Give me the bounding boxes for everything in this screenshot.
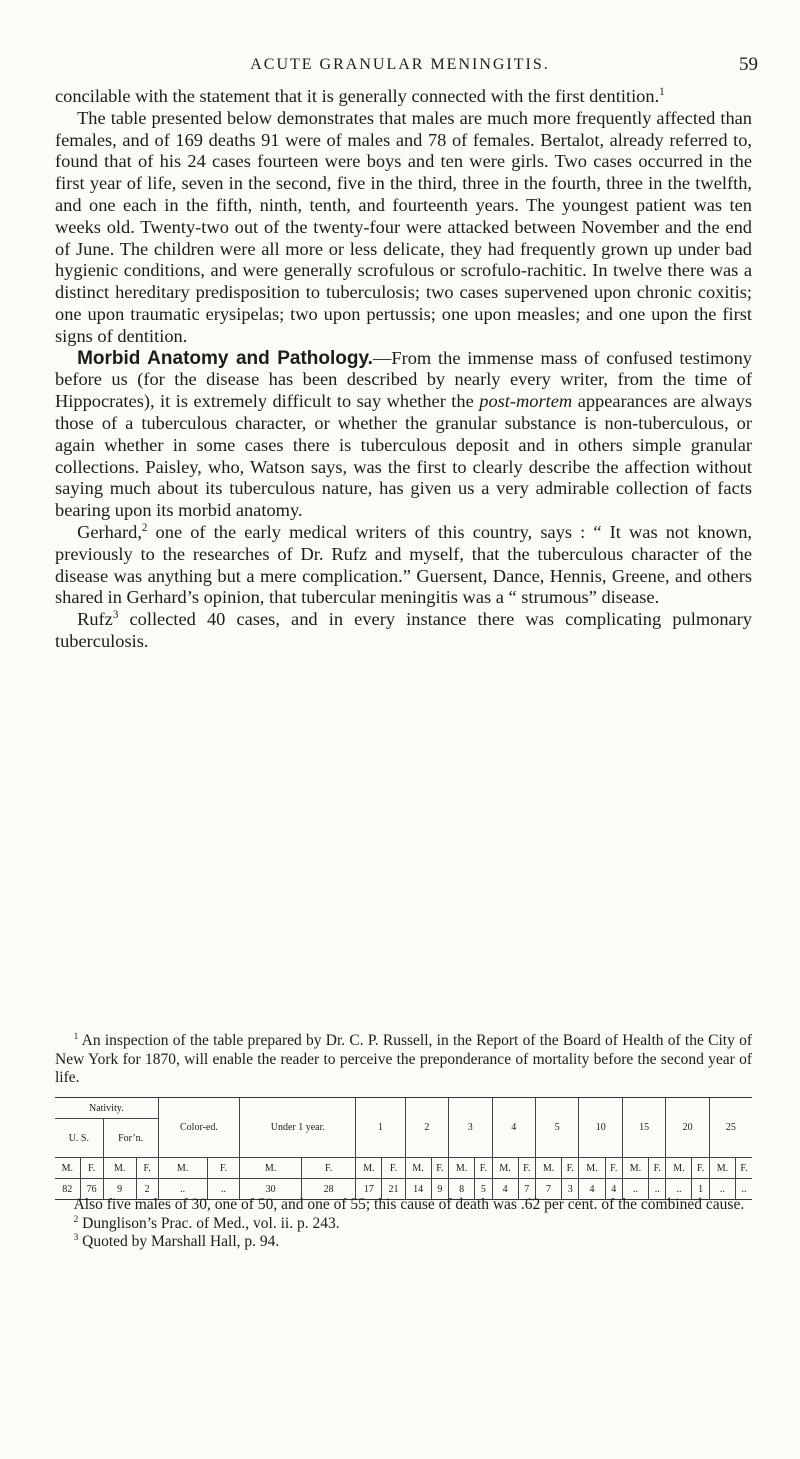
table-cell: 3 [562,1179,579,1200]
male-header: M. [158,1158,207,1179]
age-header: 2 [405,1098,448,1158]
male-header: M. [535,1158,561,1179]
male-header: M. [405,1158,431,1179]
paragraph-morbid-anatomy [55,348,752,522]
table-cell: 7 [535,1179,561,1200]
footnote-ref: 2 [141,521,148,534]
age-header: 25 [709,1098,752,1158]
age-header: 10 [579,1098,622,1158]
footnote-ref: 1 [659,85,665,98]
male-header: M. [579,1158,605,1179]
footnote-marker: 1 [73,1031,79,1042]
footnote-continuation [55,1196,752,1252]
table-cell: 14 [405,1179,431,1200]
female-header: F. [692,1158,709,1179]
age-header: 3 [449,1098,492,1158]
male-header: M. [492,1158,518,1179]
male-header: M. [103,1158,136,1179]
paragraph-text: one of the early medical writers of this country, says : “ It was not known, previously to the researches of Dr. Rufz and myself, that the tuberculous character of the disease was anything but a mere complication.” Guersent, Dance, Hennis, Greene, and others shared in Gerhard’s opinion, that tubercular meningitis was a “ strumous” disease. [55,521,752,608]
table-cell: 76 [80,1179,103,1200]
table-header-row [55,1098,752,1119]
table-cell: 82 [55,1179,80,1200]
emphasis-text: post-mortem [479,391,573,412]
table-cell: .. [735,1179,752,1200]
female-header: F. [562,1158,579,1179]
paragraph-rufz [55,609,752,653]
table-cell: 4 [579,1179,605,1200]
male-header: M. [356,1158,382,1179]
female-header: F. [735,1158,752,1179]
footnote-ref: 3 [112,609,119,621]
table-cell: .. [622,1179,648,1200]
page-number: 59 [739,54,758,75]
table-cell: .. [649,1179,666,1200]
female-header: F. [605,1158,622,1179]
female-header: F. [649,1158,666,1179]
page-header [0,54,800,78]
male-header: M. [55,1158,80,1179]
age-header: 15 [622,1098,665,1158]
table-sex-row [55,1158,752,1179]
paragraph-gerhard [55,522,752,609]
table-cell: 28 [301,1179,356,1200]
male-header: M. [240,1158,302,1179]
age-header: 4 [492,1098,535,1158]
paragraph-text: —From the immense mass of confused testimony before us (for the disease has been described by nearly every writer, from the time of Hippocrates), it is extremely difficult to say whether the [55,347,752,412]
paragraph-text: Rufz [77,609,113,630]
nativity-header: Nativity. [55,1098,158,1119]
female-header: F. [301,1158,356,1179]
table-cell: .. [666,1179,692,1200]
footnote-2 [55,1215,752,1234]
table-cell: 8 [449,1179,475,1200]
table-cell: 30 [240,1179,302,1200]
table-cell: .. [207,1179,240,1200]
table-cell: 4 [605,1179,622,1200]
footnote-text: Dunglison’s Prac. of Med., vol. ii. p. 243. [82,1214,340,1232]
table-cell: 21 [382,1179,405,1200]
paragraph-table-intro: The table presented below demonstrates that males are much more frequently affected than females, and of 169 deaths 91 were of males and 78 of females. Bertalot, already referred to, found that of his 24 cases fourteen were boys and ten were girls. Two cases occurred in the first year of life, seven in the second, five in the third, three in the fourth, three in the twelfth, and one each in the fifth, ninth, tenth, and fourteenth years. The youngest patient was ten weeks old. Twenty-two out of the twenty-four were attacked between November and the end of June. The children were all more or less delicate, they had frequently grown up under bad hygienic conditions, and were generally scrofulous or scrofulo-rachitic. In twelve there was a distinct hereditary predisposition to tuberculosis; two cases supervened upon chronic coxitis; one upon traumatic erysipelas; two upon pertussis; one upon measles; and one upon the first signs of dentition. [55,107,752,346]
male-header: M. [709,1158,735,1179]
footnote-marker: 3 [73,1232,79,1243]
running-title: ACUTE GRANULAR MENINGITIS. [250,56,550,73]
footnote-3 [55,1233,752,1252]
body-text [55,86,752,653]
us-header: U. S. [55,1119,103,1158]
female-header: F. [80,1158,103,1179]
male-header: M. [622,1158,648,1179]
female-header: F. [136,1158,158,1179]
age-header: 20 [666,1098,709,1158]
female-header: F. [207,1158,240,1179]
age-header: 5 [535,1098,578,1158]
paragraph-dentition [55,86,752,108]
female-header: F. [475,1158,492,1179]
paragraph-text: concilable with the statement that it is generally connected with the first dentition. [55,86,660,106]
female-header: F. [431,1158,448,1179]
footnote-text: Quoted by Marshall Hall, p. 94. [82,1233,280,1250]
table-cell: 1 [692,1179,709,1200]
paragraph-text: Gerhard, [77,521,142,542]
table-cell: 17 [356,1179,382,1200]
under-one-header: Under 1 year. [240,1098,356,1158]
footnote-marker: 2 [73,1214,79,1225]
male-header: M. [449,1158,475,1179]
female-header: F. [518,1158,535,1179]
age-header: 1 [356,1098,405,1158]
table-cell: 5 [475,1179,492,1200]
paragraph-text: appearances are always those of a tuberculous character, or whether the granular substance is non-tuberculous, or again whether in some cases there is tuberculous deposit and in others simple granular collections. Paisley, who, Watson says, was the first to clearly describe the affection without saying much about its tuberculous nature, has given us a very admirable collection of facts bearing upon its morbid anatomy. [55,391,752,521]
mortality-table-wrap [55,1097,752,1200]
colored-header: Color-ed. [158,1098,240,1158]
footnotes [55,1032,752,1088]
female-header: F. [382,1158,405,1179]
table-cell: 4 [492,1179,518,1200]
footnote-text: An inspection of the table prepared by Dr. C. P. Russell, in the Report of the Board of Health of the City of New York for 1870, will enable the reader to perceive the preponderance of mortality before the second year of life. [55,1032,752,1086]
table-cell: 7 [518,1179,535,1200]
table-cell: .. [709,1179,735,1200]
footnote-1 [55,1032,752,1088]
table-cell: 9 [431,1179,448,1200]
male-header: M. [666,1158,692,1179]
table-cell: 9 [103,1179,136,1200]
foreign-header: For’n. [103,1119,158,1158]
table-cell: 2 [136,1179,158,1200]
section-heading: Morbid Anatomy and Pathology. [77,347,373,369]
mortality-table [55,1097,752,1200]
table-cell: .. [158,1179,207,1200]
table-note: Also five males of 30, one of 50, and one of 55; this cause of death was .62 per cent. of the combined cause. [73,1196,745,1213]
paragraph-text: collected 40 cases, and in every instance there was complicating pulmonary tuberculosis. [55,609,752,651]
